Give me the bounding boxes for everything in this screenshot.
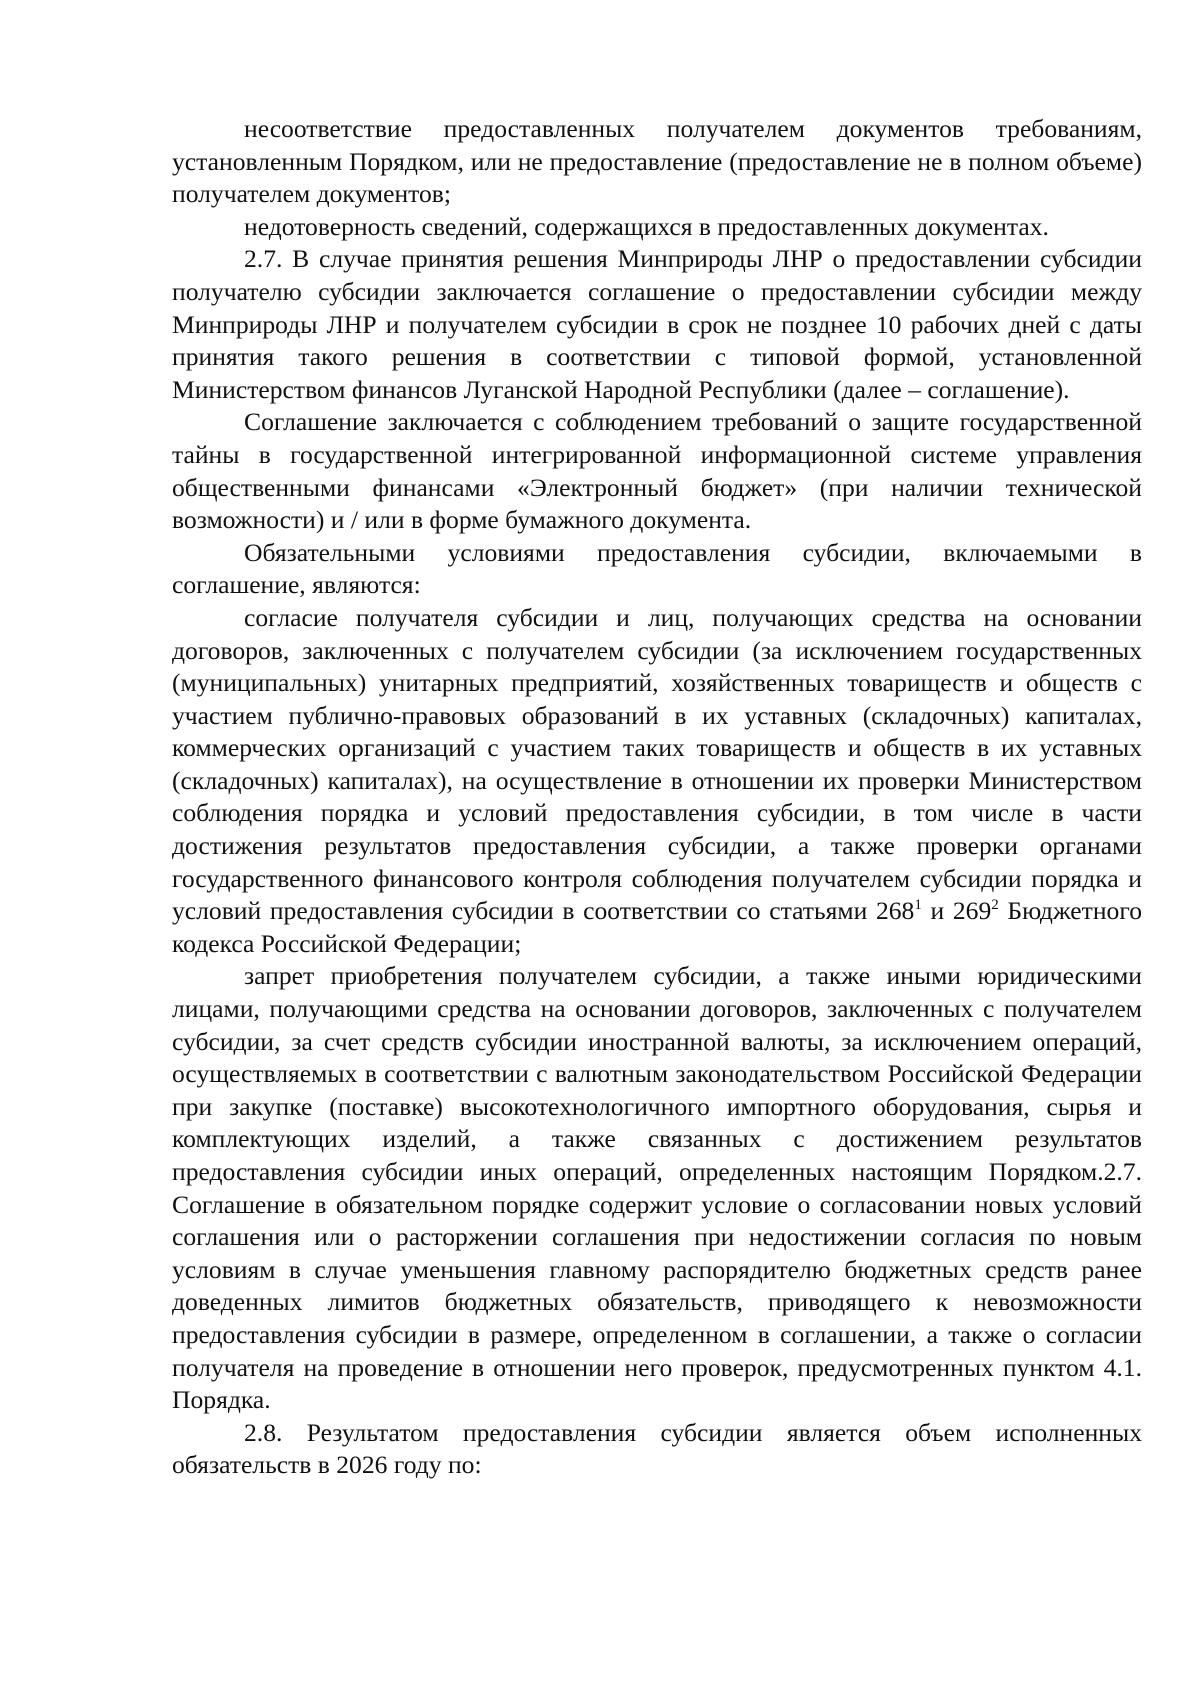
consent-text-middle: и 269 [921,896,992,926]
consent-text-start: согласие получателя субсидии и лиц, получающих средства на основании договоров, заключенных с получателем субсидии (за исключением государственных (муниципальных) унитарных предприятий, хозяйственных товариществ и обществ с участием публично-правовых образований в их уставных (складочных) капиталах, коммерческих организаций с участием таких товариществ и обществ в их уставных (складочных) капиталах), на осуществление в отношении их проверки Министерством соблюдения порядка и условий предоставления субсидии, в том числе в части достижения результатов предоставления субсидии, а также проверки органами государственного финансового контроля соблюдения получателем субсидии порядка и условий предоставления субсидии в соответствии со статьями 268 [172,602,1142,926]
footnote-sup-268: 1 [914,897,922,914]
paragraph-agreement-conclusion: Соглашение заключается с соблюдением требований о защите государственной тайны в государственной интегрированной информационной системе управления общественными финансами «Электронный бюджет» (при наличии технической возможности) и / или в форме бумажного документа. [172,407,1142,535]
paragraph-consent [172,602,1142,961]
paragraph-prohibition: запрет приобретения получателем субсидии, а также иными юридическими лицами, получающими средства на основании договоров, заключенных с получателем субсидии, за счет средств субсидии иностранной валюты, за исключением операций, осуществляемых в соответствии с валютным законодательством Российской Федерации при закупке (поставке) высокотехнологичного импортного оборудования, сырья и комплектующих изделий, а также связанных с достижением результатов предоставления субсидии иных операций, определенных настоящим Порядком.2.7. Соглашение в обязательном порядке содержит условие о согласовании новых условий соглашения или о расторжении соглашения при недостижении согласия по новым условиям в случае уменьшения главному распорядителю бюджетных средств ранее доведенных лимитов бюджетных обязательств, приводящего к невозможности предоставления субсидии в размере, определенном в соглашении, а также о согласии получателя на проведение в отношении него проверок, предусмотренных пунктом 4.1. Порядка. [172,961,1142,1415]
paragraph-noncompliance: несоответствие предоставленных получателем документов требованиям, установленным Порядком, или не предоставление (предоставление не в полном объеме) получателем документов; [172,114,1142,209]
paragraph-2-7: 2.7. В случае принятия решения Минприроды ЛНР о предоставлении субсидии получателю субсидии заключается соглашение о предоставлении субсидии между Минприроды ЛНР и получателем субсидии в срок не позднее 10 рабочих дней с даты принятия такого решения в соответствии с типовой формой, установленной Министерством финансов Луганской Народной Республики (далее – соглашение). [172,244,1142,404]
paragraph-mandatory-conditions: Обязательными условиями предоставления субсидии, включаемыми в соглашение, являются: [172,537,1142,600]
footnote-sup-269: 2 [991,897,999,914]
paragraph-2-8: 2.8. Результатом предоставления субсидии является объем исполненных обязательств в 2026 году по: [172,1417,1142,1480]
consent-text-end: Бюджетного кодекса Российской Федерации; [172,896,1142,958]
paragraph-unreliability: недотоверность сведений, содержащихся в предоставленных документах. [244,211,1049,241]
document-body [172,113,1142,1482]
